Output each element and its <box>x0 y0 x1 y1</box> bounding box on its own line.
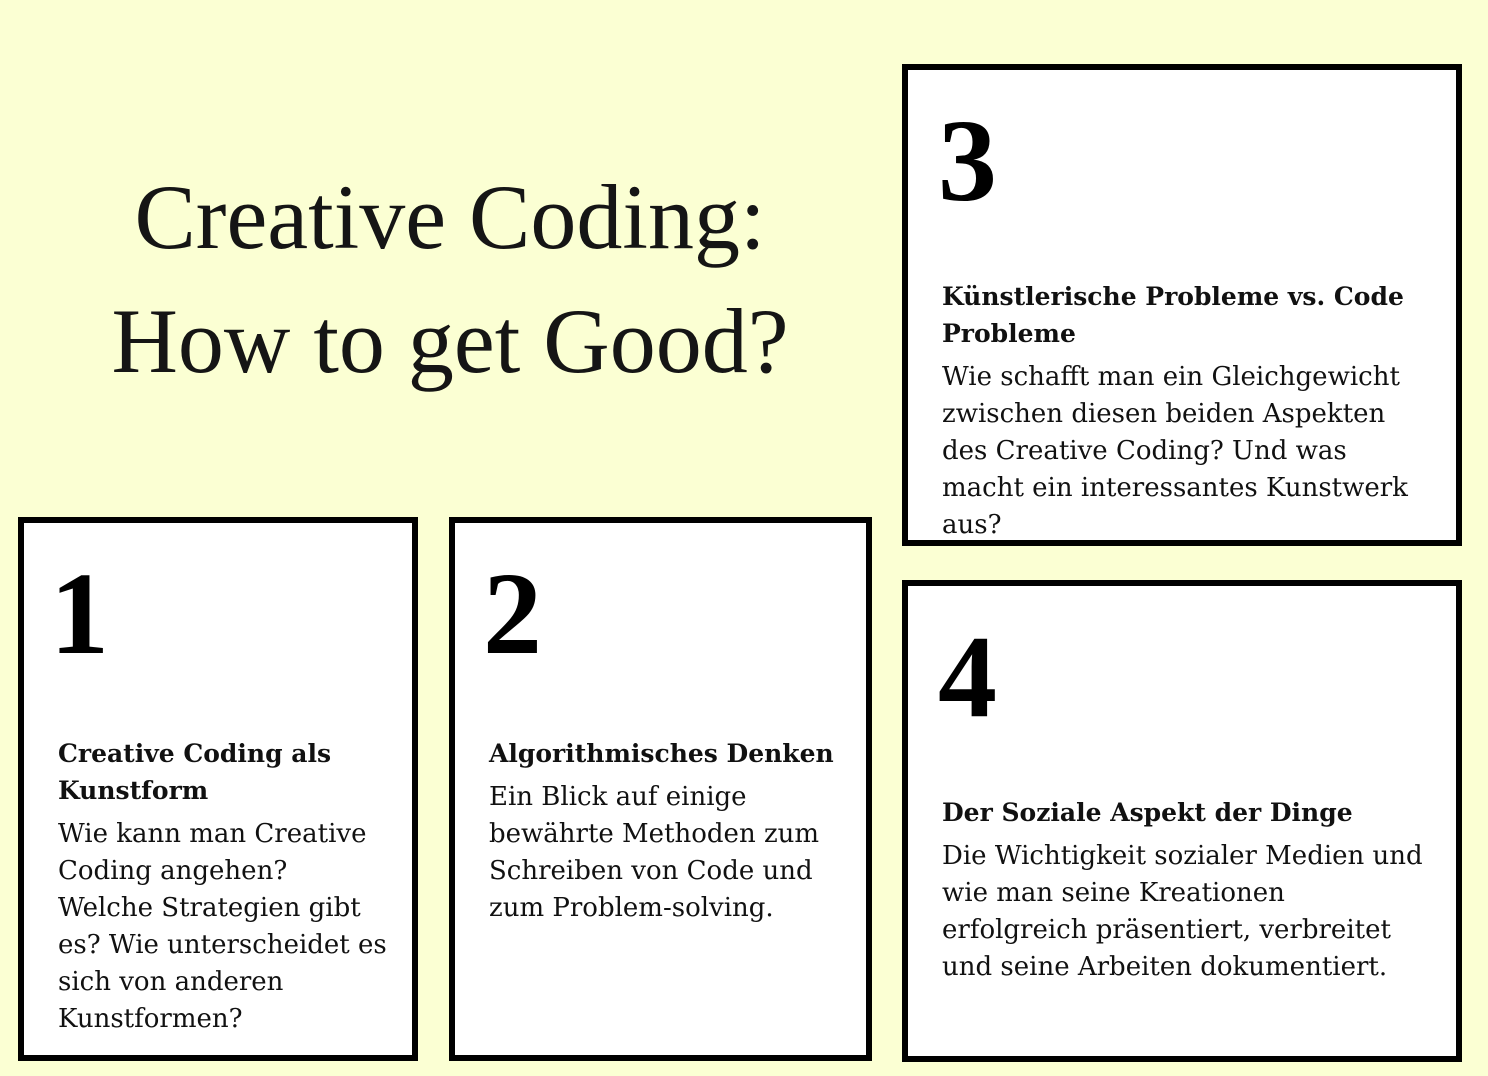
card-description: Die Wichtigkeit sozialer Medien und wie man seine Kreationen erfolgreich präsentiert, verbreitet und seine Arbeiten dokumentiert. <box>942 841 1423 982</box>
card-description: Wie kann man Creative Coding angehen? Welche Strategien gibt es? Wie unterscheidet es sich von anderen Kunstformen? <box>58 819 387 1034</box>
card-heading: Algorithmisches Denken <box>489 739 834 768</box>
topic-card-2[interactable] <box>449 517 872 1061</box>
card-number: 4 <box>938 611 997 742</box>
page-title-line-1: Creative Coding: <box>134 166 766 268</box>
topic-card-3[interactable] <box>902 64 1462 546</box>
topic-card-1[interactable] <box>18 517 418 1061</box>
card-body <box>942 794 1434 986</box>
card-heading: Creative Coding als Kunstform <box>58 739 332 805</box>
card-heading: Künstlerische Probleme vs. Code Probleme <box>942 282 1404 348</box>
card-heading: Der Soziale Aspekt der Dinge <box>942 798 1353 827</box>
card-body <box>942 278 1434 544</box>
page-title <box>40 155 860 403</box>
card-number: 1 <box>50 548 109 679</box>
topic-card-4[interactable] <box>902 580 1462 1062</box>
card-body <box>58 735 390 1038</box>
card-body <box>489 735 844 927</box>
page-title-line-2: How to get Good? <box>111 290 789 392</box>
card-description: Ein Blick auf einige bewährte Methoden zum Schreiben von Code und zum Problem-solving. <box>489 782 820 923</box>
card-number: 2 <box>483 548 542 679</box>
card-description: Wie schafft man ein Gleichgewicht zwischen diesen beiden Aspekten des Creative Coding? Und was macht ein interessantes Kunstwerk aus? <box>942 362 1408 540</box>
card-number: 3 <box>938 95 997 226</box>
